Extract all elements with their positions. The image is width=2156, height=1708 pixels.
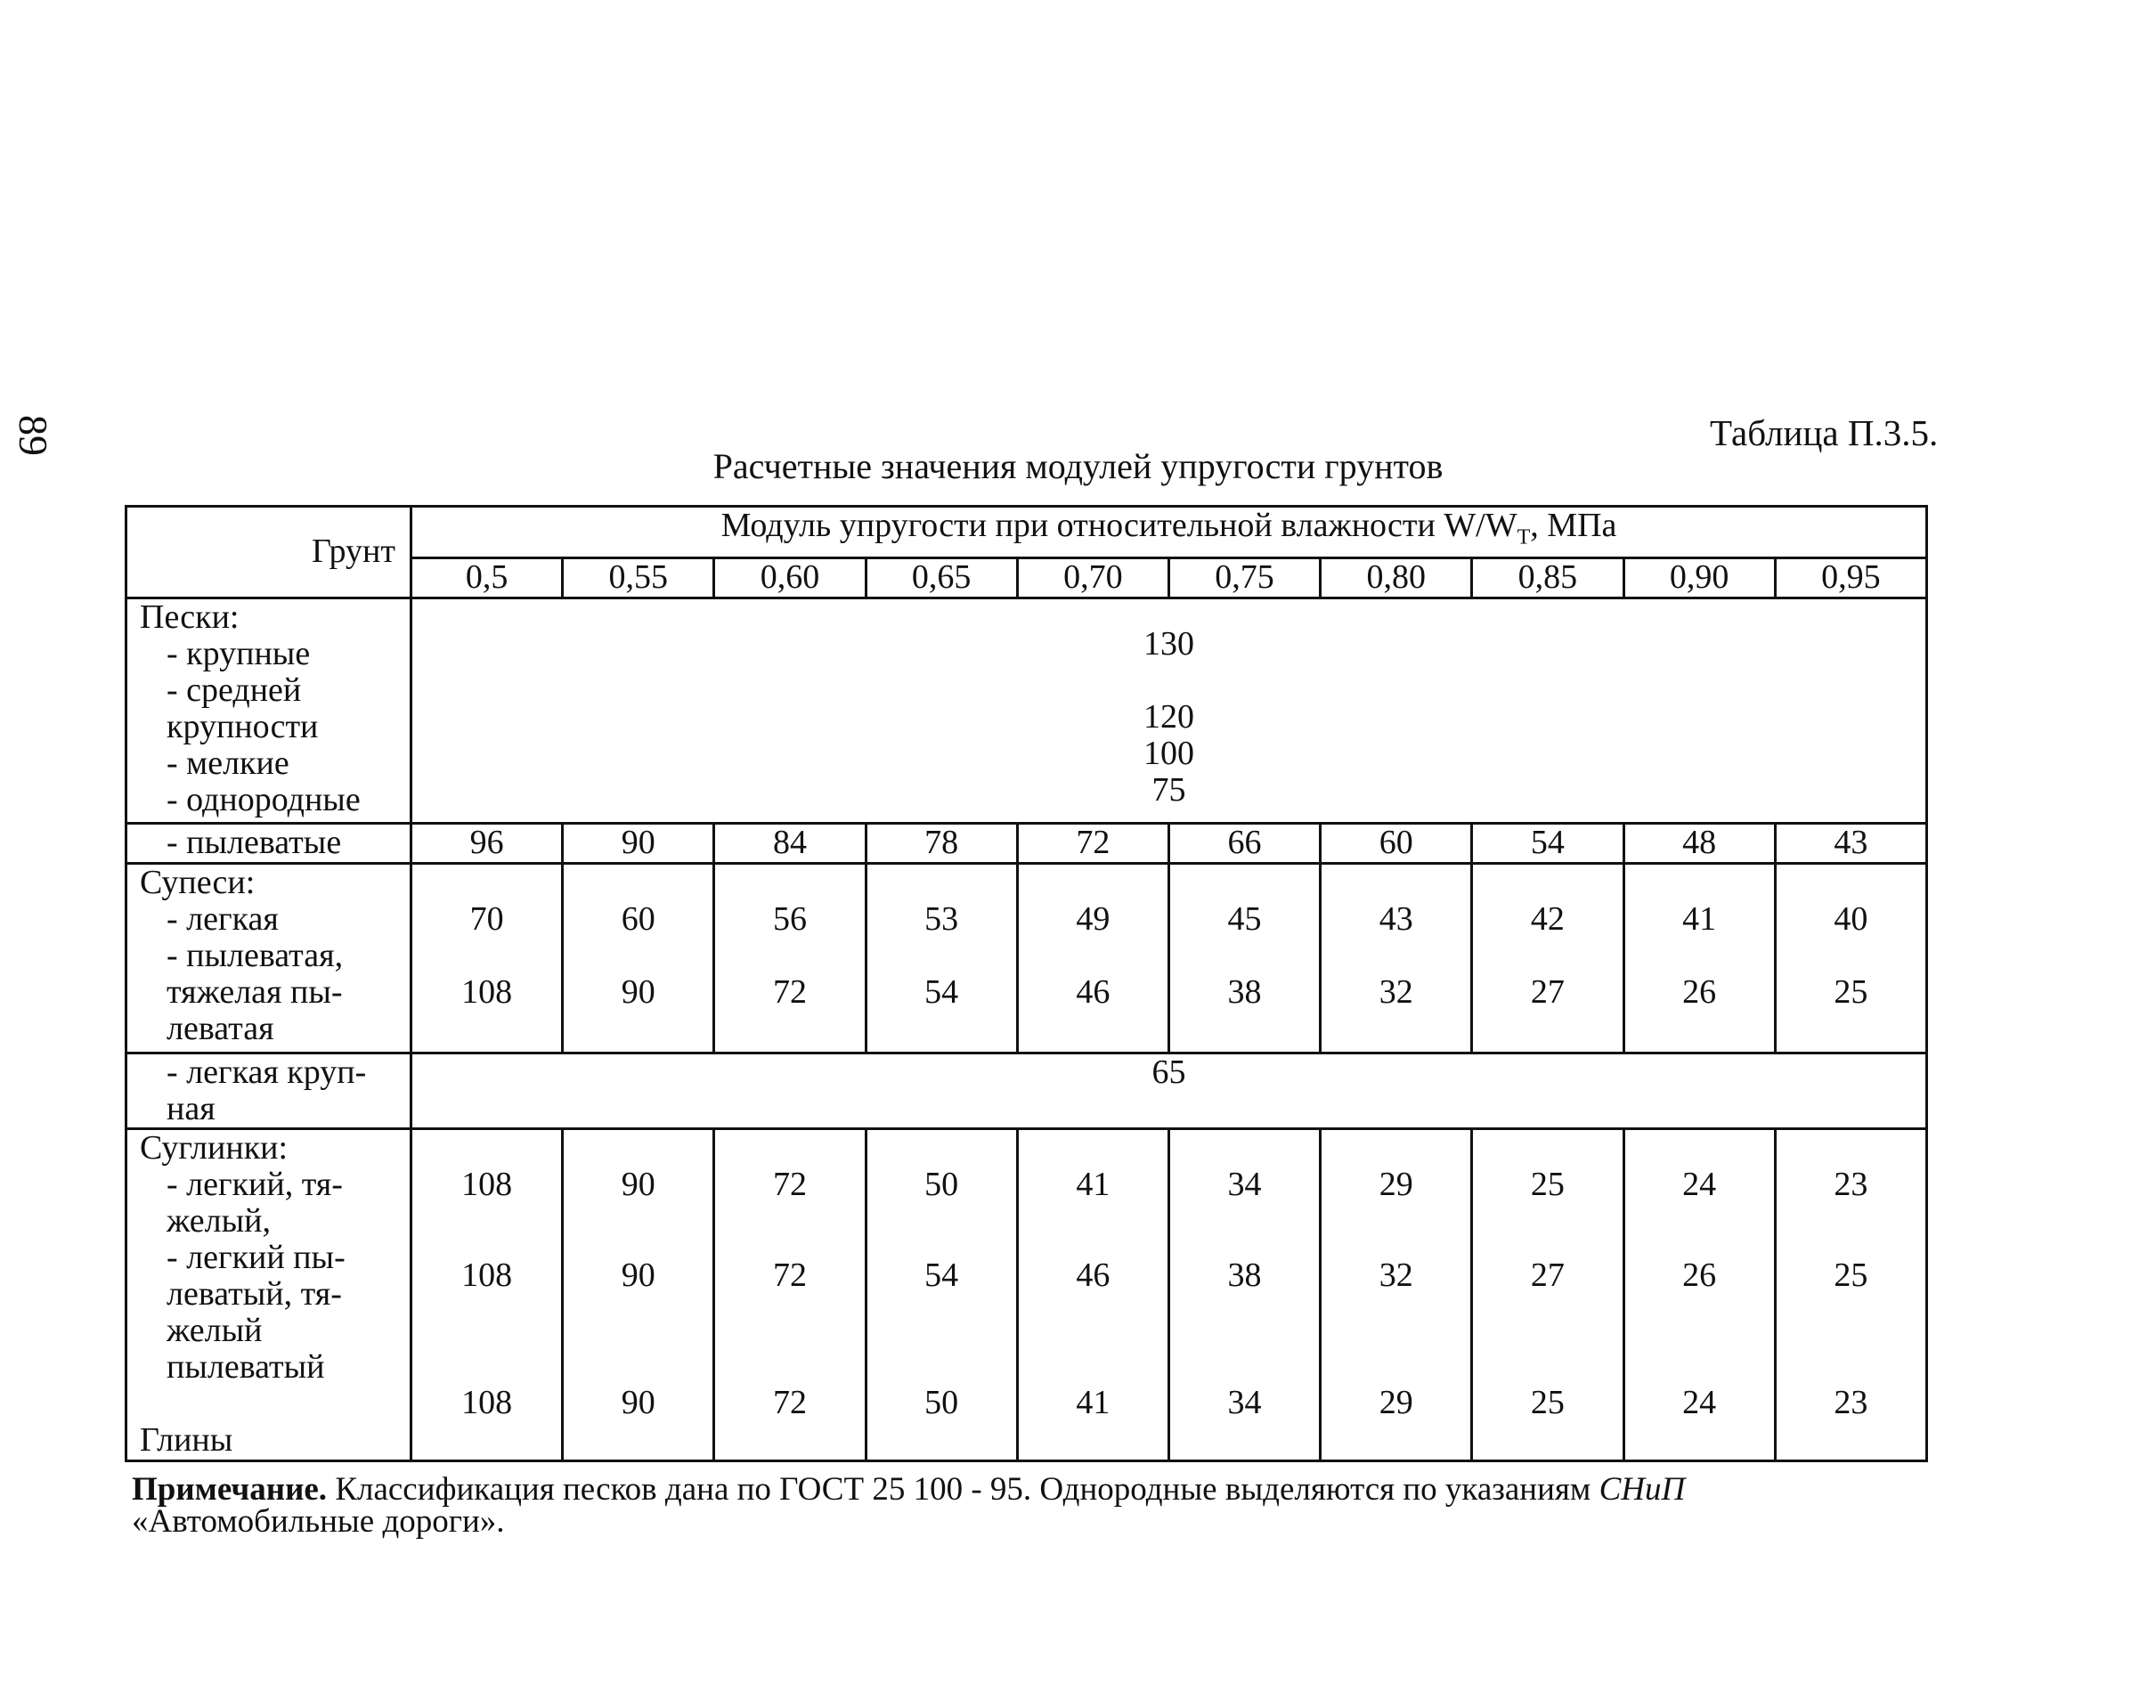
note-italic: СНиП [1599,1471,1686,1508]
sands-value: 100 [1143,734,1194,772]
value-loam-silty: 72 [772,1256,807,1294]
spacer [1170,1203,1319,1240]
value-cell: 54 [1472,823,1623,863]
value-loam-silty: 25 [1834,1256,1868,1294]
value-silty: 26 [1682,972,1717,1011]
value-loam-silty: 26 [1682,1256,1717,1294]
value-silty: 38 [1227,972,1262,1011]
table-title: Расчетные значения модулей упругости грунтов [712,446,1444,486]
table-note [132,1471,2002,1540]
value-cell: 72 [1017,823,1168,863]
value-loam-heavy: 90 [621,1165,655,1203]
sands-value: 120 [1143,697,1194,736]
loam-label: Суглинки: [140,1128,289,1167]
value-cell [1017,1128,1168,1460]
spacer [867,938,1016,974]
value-loam-heavy: 34 [1227,1165,1262,1203]
spacer [1170,938,1319,974]
loam-item: пылеватый [167,1347,325,1386]
spacer [867,1203,1016,1240]
spacer [1777,1203,1925,1240]
sands-item: - средней [167,671,302,709]
header-span [411,507,1927,558]
value-cell: 43 [1775,823,1926,863]
spacer [1019,938,1167,974]
spacer [1019,1203,1167,1240]
value-silty: 25 [1834,972,1868,1011]
value-loam-silty: 54 [924,1256,959,1294]
spacer [715,1203,864,1240]
value-loam-silty: 108 [461,1256,513,1294]
note-label: Примечание. [132,1471,328,1508]
spacer [1322,1203,1470,1240]
value-silty: 72 [772,972,807,1011]
spacer [1625,938,1774,974]
sands-label: Пески: [140,598,240,636]
spacer [715,938,864,974]
header-moisture-value: 0,60 [714,557,866,598]
value-cell: 90 [563,823,714,863]
value-loam-heavy: 50 [924,1165,959,1203]
value-cell [1321,863,1472,1053]
sandy-loam-item: леватая [167,1009,274,1047]
loam-item: - легкий, тя- [167,1165,343,1203]
value-silty: 46 [1076,972,1111,1011]
value-cell [1775,863,1926,1053]
value-cell [866,1128,1017,1460]
loam-labels [126,1128,411,1460]
sands-item: крупности [167,707,319,745]
value-cell [1623,1128,1775,1460]
value-light: 53 [924,899,959,938]
value-cell: 60 [1321,823,1472,863]
header-span-unit: , МПа [1530,507,1617,544]
sands-silty-label-text: - пылеватые [167,823,342,861]
spacer [1777,938,1925,974]
sandy-loam-coarse-text: - легкая круп- [167,1053,367,1091]
sands-item: - мелкие [167,744,289,782]
value-loam-silty: 90 [621,1256,655,1294]
value-light: 56 [772,899,807,938]
spacer [412,1203,561,1240]
header-span-sub: T [1517,525,1531,549]
value-loam-heavy: 72 [772,1165,807,1203]
value-light: 60 [621,899,655,938]
header-moisture-value: 0,75 [1168,557,1320,598]
loam-item: желый [167,1311,263,1349]
value-loam-heavy: 24 [1682,1165,1717,1203]
value-silty: 90 [621,972,655,1011]
header-moisture-value: 0,95 [1775,557,1926,598]
sands-silty-label [126,823,411,863]
value-clay: 50 [924,1383,959,1421]
value-light: 41 [1682,899,1717,938]
value-light: 40 [1834,899,1868,938]
spacer [1473,1203,1622,1240]
spacer [1322,938,1470,974]
value-cell [1168,863,1320,1053]
value-light: 49 [1076,899,1111,938]
spacer [564,938,712,974]
value-clay: 23 [1834,1383,1868,1421]
sandy-loam-coarse-text: ная [167,1089,216,1127]
header-soil: Грунт [126,507,411,598]
value-cell [866,863,1017,1053]
value-cell: 48 [1623,823,1775,863]
sands-item: - однородные [167,780,361,818]
value-cell [1472,863,1623,1053]
header-moisture-value: 0,90 [1623,557,1775,598]
value-cell: 96 [411,823,563,863]
value-loam-silty: 38 [1227,1256,1262,1294]
value-light: 45 [1227,899,1262,938]
value-loam-heavy: 25 [1530,1165,1565,1203]
sandy-loam-coarse-label [126,1053,411,1128]
loam-item: желый, [167,1201,271,1240]
value-loam-heavy: 23 [1834,1165,1868,1203]
page-number: 89 [11,415,56,456]
sands-values [411,598,1927,823]
header-moisture-value: 0,65 [866,557,1017,598]
sands-item: - крупные [167,634,311,672]
value-cell [1775,1128,1926,1460]
value-loam-silty: 27 [1530,1256,1565,1294]
sands-value: 75 [1151,770,1186,809]
value-light: 70 [469,899,504,938]
value-clay: 108 [461,1383,513,1421]
sandy-loam-coarse-value: 65 [411,1053,1927,1128]
value-cell [411,1128,563,1460]
value-clay: 29 [1379,1383,1413,1421]
value-loam-heavy: 41 [1076,1165,1111,1203]
value-silty: 108 [461,972,513,1011]
value-loam-silty: 46 [1076,1256,1111,1294]
header-moisture-value: 0,55 [563,557,714,598]
value-cell [411,863,563,1053]
value-clay: 25 [1530,1383,1565,1421]
header-moisture-value: 0,70 [1017,557,1168,598]
value-cell: 84 [714,823,866,863]
value-cell [714,863,866,1053]
value-cell: 66 [1168,823,1320,863]
header-moisture-value: 0,80 [1321,557,1472,598]
clay-label: Глины [140,1420,233,1459]
table-id: Таблица П.3.5. [1710,412,1939,453]
spacer [1473,938,1622,974]
value-cell [1017,863,1168,1053]
header-moisture-value: 0,5 [411,557,563,598]
value-clay: 72 [772,1383,807,1421]
note-text: Классификация песков дана по ГОСТ 25 100 - 95. Однородные выделяются по указаниям [327,1471,1599,1508]
value-loam-silty: 32 [1379,1256,1413,1294]
value-silty: 54 [924,972,959,1011]
loam-item: леватый, тя- [167,1274,342,1313]
loam-item: - легкий пы- [167,1238,346,1276]
value-silty: 32 [1379,972,1413,1011]
value-clay: 24 [1682,1383,1717,1421]
sands-value: 130 [1143,624,1194,663]
sandy-loam-label: Супеси: [140,863,256,901]
sandy-loam-labels [126,863,411,1053]
value-cell [563,1128,714,1460]
value-cell [1623,863,1775,1053]
value-silty: 27 [1530,972,1565,1011]
spacer [564,1203,712,1240]
header-span-text: Модуль упругости при относительной влажности W/W [720,507,1517,544]
value-loam-heavy: 29 [1379,1165,1413,1203]
sands-labels [126,598,411,823]
sandy-loam-item: - пылеватая, [167,936,344,974]
value-cell [1472,1128,1623,1460]
value-clay: 90 [621,1383,655,1421]
value-light: 43 [1379,899,1413,938]
value-light: 42 [1530,899,1565,938]
value-cell [1168,1128,1320,1460]
spacer [1625,1203,1774,1240]
sandy-loam-item: тяжелая пы- [167,972,343,1011]
value-cell: 78 [866,823,1017,863]
value-cell [1321,1128,1472,1460]
value-clay: 41 [1076,1383,1111,1421]
header-moisture-value: 0,85 [1472,557,1623,598]
value-loam-heavy: 108 [461,1165,513,1203]
spacer [412,938,561,974]
value-cell [714,1128,866,1460]
elasticity-table [125,505,1925,1462]
note-text-2: «Автомобильные дороги». [132,1503,505,1540]
value-cell [563,863,714,1053]
value-clay: 34 [1227,1383,1262,1421]
sandy-loam-item: - легкая [167,899,279,938]
